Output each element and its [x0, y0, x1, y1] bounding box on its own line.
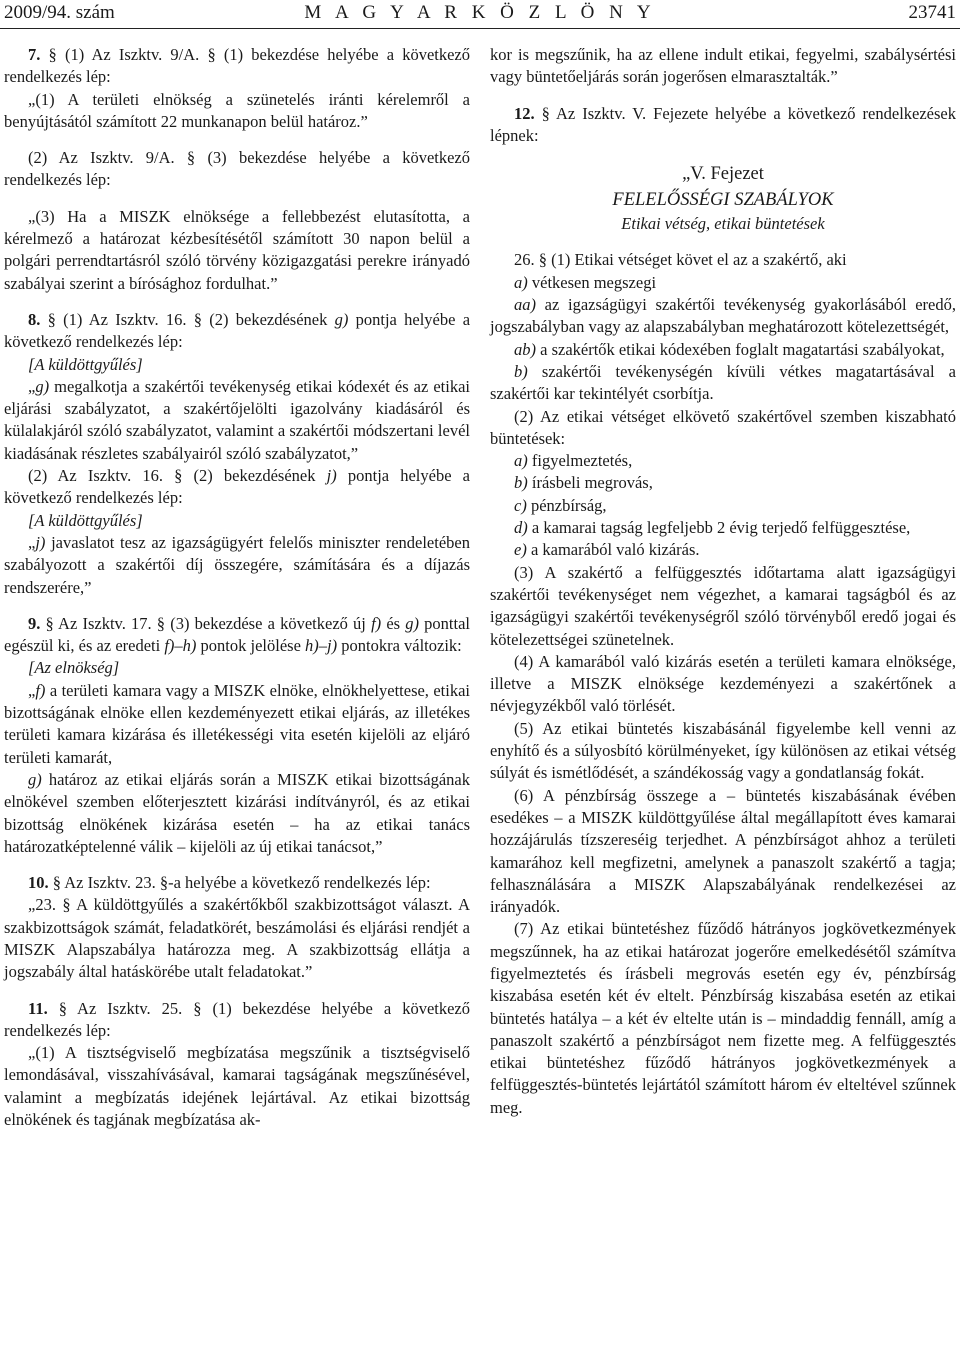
- publication-title: M A G Y A R K Ö Z L Ö N Y: [304, 2, 656, 23]
- bracket-heading: [A küldöttgyűlés]: [28, 354, 143, 374]
- bracket-heading: [A küldöttgyűlés]: [28, 510, 143, 530]
- paragraph: „23. § A küldöttgyűlés a szakértőkből szakbizottságot választ. A szakbizottságok számát, feladatkörét, beszámolási és eljárási rendjét a MISZK Alapszabálya határozza meg. A szakbizottság ellátja a jogszabály által hatáskörébe utalt feladatokat.”: [4, 895, 470, 982]
- paragraph: (2) Az Iszktv. 9/A. § (3) bekezdése helyébe a következő rendelkezés lép:: [4, 148, 470, 190]
- paragraph: 26. § (1) Etikai vétséget követ el az a szakértő, aki: [514, 250, 847, 270]
- list-item: ab) a szakértők etikai kódexében foglalt magatartási szabályokat,: [514, 339, 945, 359]
- page-header: [0, 0, 960, 26]
- header-rule: [0, 28, 960, 29]
- paragraph: (3) A szakértő a felfüggesztés időtartama alatt igazságügyi szakértői tevékenységet nem végezhet, a kamarai tagságból és az igazságügyi szakértői tevékenységről szóló törvényből eredő jogai és kötelezettségei szünetelnek.: [490, 562, 956, 649]
- section-12: 12. § Az Iszktv. V. Fejezete helyébe a következő rendelkezések lépnek:: [490, 103, 956, 145]
- subsection-title: Etikai vétség, etikai büntetések: [621, 214, 825, 234]
- section-number: 12.: [514, 103, 535, 123]
- paragraph: „j) javaslatot tesz az igazságügyért felelős miniszter rendeletében szabályozott a szakértői díj összegére, számítására és a díjazás rendszerére,”: [4, 532, 470, 597]
- section-8: 8. § (1) Az Iszktv. 16. § (2) bekezdésének g) pontja helyébe a következő rendelkezés lép:: [4, 309, 471, 352]
- page-number: 23741: [908, 2, 956, 23]
- section-number: 8.: [28, 309, 41, 329]
- bracket-heading: [Az elnökség]: [28, 658, 120, 678]
- left-column: [4, 44, 470, 1131]
- paragraph: (2) Az Iszktv. 16. § (2) bekezdésének j) pontja helyébe a következő rendelkezés lép:: [4, 466, 470, 508]
- chapter-subtitle: FELELŐSSÉGI SZABÁLYOK: [612, 190, 834, 211]
- section-9: 9. § Az Iszktv. 17. § (3) bekezdése a következő új f) és g) ponttal egészül ki, és az eredeti f)–h) pontok jelölése h)–j) pontokra változik:: [4, 613, 471, 656]
- right-column: [490, 44, 956, 1119]
- list-item: b) írásbeli megrovás,: [514, 473, 653, 493]
- paragraph: (2) Az etikai vétséget elkövető szakértővel szemben kiszabható büntetések:: [490, 406, 956, 448]
- list-item: aa) az igazságügyi szakértői tevékenység gyakorlásából eredő, jogszabályban vagy az alapszabályban meghatározott kötelezettségét,: [490, 295, 956, 337]
- issue-number: 2009/94. szám: [4, 2, 115, 23]
- paragraph: g) határoz az etikai eljárás során a MISZK etikai bizottságának elnökével szemben előterjesztett kizárási indítványról, és az etikai bizottság elnökének kizárása esetén – ha az etikai tanács határozatképtelenné válik – kijelöli az új etikai tanácsot,”: [4, 769, 470, 856]
- paragraph: (4) A kamarából való kizárás esetén a területi kamara elnöksége, illetve a MISZK elnöksége kezdeményezi a szakértőnek a névjegyzékből való törlését.: [490, 651, 956, 716]
- section-number: 10.: [28, 873, 49, 893]
- list-item: b) szakértői tevékenységén kívüli vétkes magatartásával a szakértői kar tekintélyét csorbítja.: [490, 361, 956, 404]
- list-item: c) pénzbírság,: [514, 495, 607, 515]
- chapter-title: „V. Fejezet: [682, 164, 764, 185]
- list-item: a) vétkesen megszegi: [514, 272, 657, 292]
- paragraph: „(1) A területi elnökség a szünetelés iránti kérelemről a benyújtásától számított 22 munkanapon belül határoz.”: [4, 89, 470, 131]
- paragraph: „f) a területi kamara vagy a MISZK elnöke, elnökhelyettese, etikai bizottságának elnöke ellen kezdeményezett etikai eljárás, az illetékes területi kamara kizárása és illetékességi vita esetén kijelöli az eljáró területi kamarát,: [4, 680, 470, 767]
- paragraph: (5) Az etikai büntetés kiszabásánál figyelembe kell venni az enyhítő és a súlyosbító körülményeket, így különösen az etikai vétség súlyát és ismétlődését, a szándékosság vagy a gondatlanság fokát.: [490, 718, 956, 783]
- section-number: 7.: [28, 45, 41, 64]
- list-item: e) a kamarából való kizárás.: [514, 540, 700, 560]
- paragraph: (6) A pénzbírság összege a – büntetés kiszabásának évében esedékes – a MISZK küldöttgyűlése által megállapított éves kamarai hozzájárulás tízszereséig terjedhet. A pénzbírságot ahhoz a területi kamarához kell megfizetni, amelynek a panaszolt szakértő a tagja; felhasználására a MISZK Alapszabályának rendelkezései az irányadók.: [490, 785, 956, 917]
- section-7: 7. § (1) Az Iszktv. 9/A. § (1) bekezdése helyébe a következő rendelkezés lép:: [4, 45, 471, 87]
- paragraph: kor is megszűnik, ha az ellene indult etikai, fegyelmi, szabálysértési vagy büntetőeljárás során jogerősen elmarasztalták.”: [490, 45, 956, 87]
- section-number: 9.: [28, 613, 41, 633]
- paragraph: „g) megalkotja a szakértői tevékenység etikai kódexét és az etikai eljárási szabályzatot, a szakértőjelölti igazolvány kiadásáról és külalakjáról szóló szabályzatot, valamint a szakértői módszertani levél kiadásának részletes szabályairól szóló szabályzatot,”: [4, 376, 470, 463]
- section-number: 11.: [28, 998, 48, 1018]
- paragraph: „(3) Ha a MISZK elnöksége a fellebbezést elutasította, a kérelmező a határozat kézbesítésétől számított 30 napon belül a polgári perrendtartásról szóló törvény közigazgatási perekre irányadó szabályai szerint a bírósághoz fordulhat.”: [4, 206, 470, 293]
- section-11: 11. § Az Iszktv. 25. § (1) bekezdése helyébe a következő rendelkezés lép:: [4, 998, 470, 1040]
- list-item: d) a kamarai tagság legfeljebb 2 évig terjedő felfüggesztése,: [514, 518, 911, 538]
- list-item: a) figyelmeztetés,: [514, 451, 633, 471]
- paragraph: (7) Az etikai büntetéshez fűződő hátrányos jogkövetkezmények megszűnnek, ha az etikai határozat jogerőre emelkedésétől számítva figyelmeztetés és írásbeli megrovás esetén egy év, pénzbírság kiszabása esetén két év eltelt. Pénzbírság kiszabása esetén az etikai büntetés hatálya – a két év eltelte után is – mindaddig fennáll, amíg a panaszolt szakértő a pénzbírságot nem fizette meg. A felfüggesztés etikai büntetéshez fűződő hátrányos jogkövetkezmények a felfüggesztés-büntetés lejártától számított három év elteltével szűnnek meg.: [490, 919, 956, 1117]
- paragraph: „(1) A tisztségviselő megbízatása megszűnik a tisztségviselő lemondásával, visszahívásával, kamarai tagságának megszűnésével, valamint a megbízatás idejének lejártával. Az etikai bizottság elnökének és tagjának megbízatása ak-: [4, 1043, 470, 1130]
- section-10: 10. § Az Iszktv. 23. §-a helyébe a következő rendelkezés lép:: [28, 873, 431, 893]
